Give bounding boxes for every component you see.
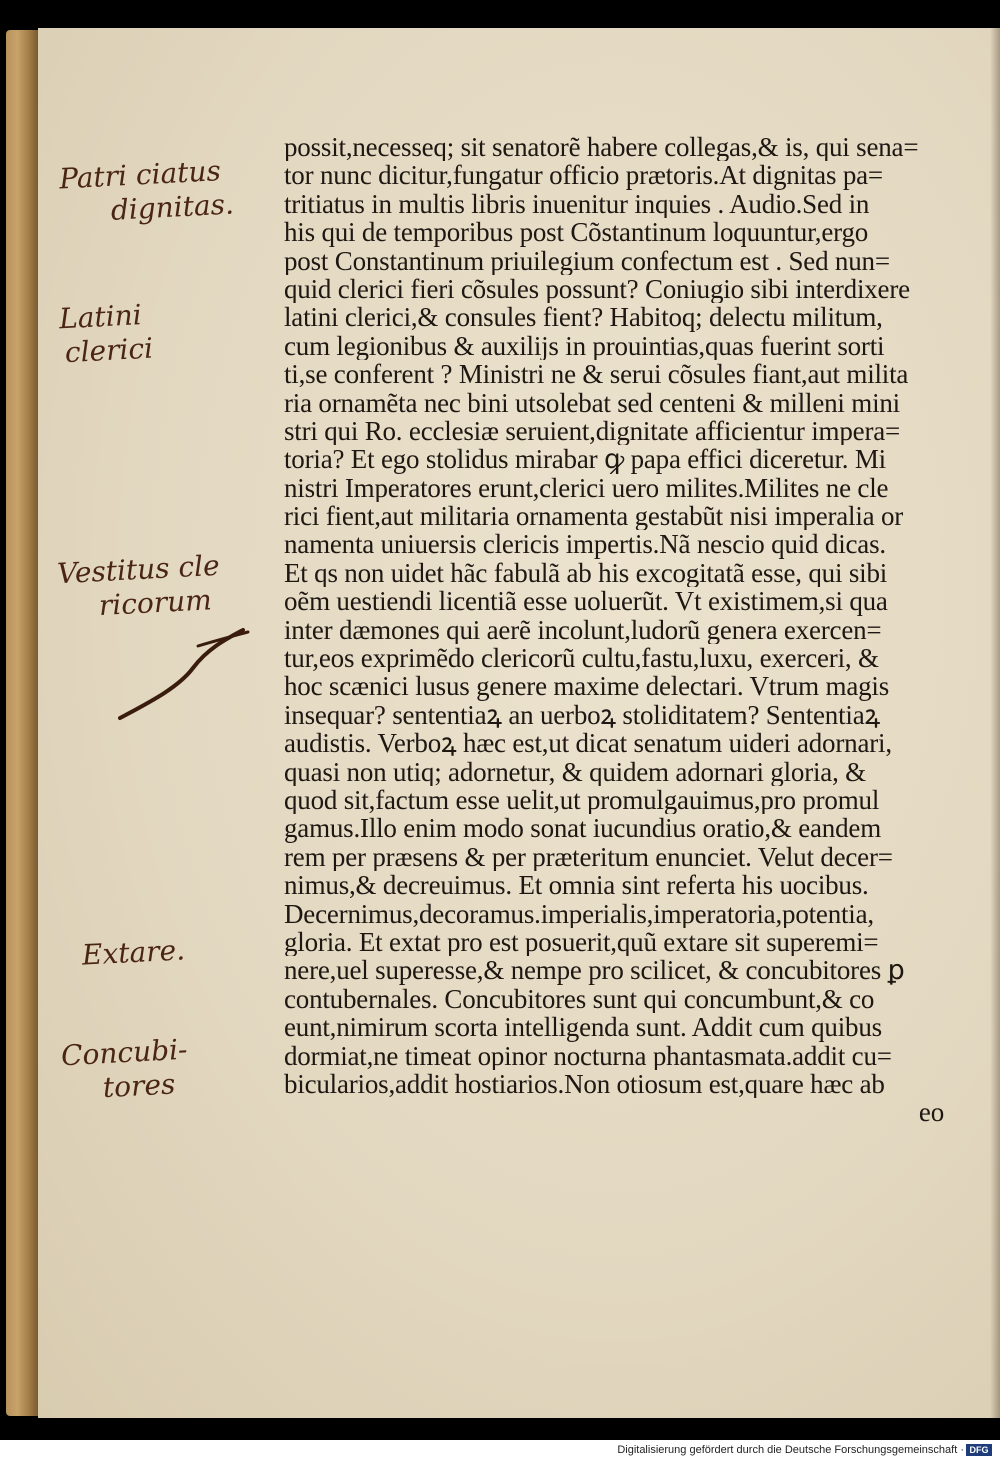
footer-bar [0,1440,1000,1461]
marginal-note-line: Vestitus cle [56,548,221,591]
text-line: quasi non utiq; adornetur, & quidem adornari gloria, & [284,757,866,786]
text-line: quid clerici fieri cõsules possunt? Coniugio sibi interdixere [284,274,910,304]
text-line: audistis. Verboꝝ hæc est,ut dicat senatum uideri adornari, [284,729,892,758]
main-text-block [284,133,954,1127]
text-line: hoc scænici lusus genere maxime delectari. Vtrum magis [284,672,890,701]
text-line: stri qui Ro. ecclesiæ seruient,dignitate afficientur impera= [284,416,901,446]
marginal-note-1 [58,154,234,231]
marginal-note-line: Patri ciatus [58,154,222,196]
text-line: rici fient,aut militaria ornamenta gestabũt nisi imperalia or [284,502,904,531]
text-line: oẽm uestiendi licentiã esse uoluerũt. Vt existimem,si qua [284,587,888,616]
marginal-note-2 [58,298,154,371]
text-line: eo [918,1098,944,1127]
book-gutter [6,30,38,1416]
text-line: ti,se conferent ? Ministri ne & serui cõsules fiant,aut milita [284,360,909,389]
marginal-note-line: clerici [64,331,154,370]
marginal-note-line: dignitas. [110,187,235,227]
text-line: tritiatus in multis libris inuenitur inquies . Audio.Sed in [284,189,870,219]
text-line: post Constantinum priuilegium confectum est . Sed nun= [284,246,890,275]
text-line: nimus,& decreuimus. Et omnia sint referta his uocibus. [284,871,869,900]
text-line: contubernales. Concubitores sunt qui concumbunt,& co [284,984,875,1014]
text-line: tur,eos exprimẽdo clericorũ cultu,fastu,luxu, exerceri, & [284,644,879,673]
text-line: gamus.Illo enim modo sonat iucundius oratio,& eandem [284,814,881,843]
marginal-note-line: Concubi- [60,1032,189,1073]
text-line: cum legionibus & auxilijs in prouintias,quas fuerint sorti [284,331,885,361]
text-line: nere,uel superesse,& nempe pro scilicet, & concubitores ꝑ [284,956,905,985]
marginal-note-line: Latini [58,298,143,336]
text-line: namenta uniuersis clericis impertis.Nã nescio quid dicas. [284,530,886,559]
footer-credit: Digitalisierung gefördert durch die Deutsche Forschungsgemeinschaft · [617,1444,964,1456]
marginal-flourish [108,618,258,728]
text-line: bicularios,addit hostiarios.Non otiosum est,quare hæc ab [284,1069,885,1099]
text-line: ria ornamẽta nec bini utsolebat sed centeni & milleni mini [284,388,900,417]
text-line: quod sit,factum esse uelit,ut promulgauimus,pro promul [284,785,880,815]
page-edge-shadow [990,28,1000,1418]
text-line: dormiat,ne timeat opinor nocturna phantasmata.addit cu= [284,1041,892,1070]
text-line: toria? Et ego stolidus mirabar ꝙ papa effici diceretur. Mi [284,445,886,474]
text-line: his qui de temporibus post Cõstantinum loquuntur,ergo [284,218,869,247]
marginal-note-4 [81,933,186,972]
text-line: inter dæmones qui aerẽ incolunt,ludorũ genera exercen= [284,615,882,645]
text-line: tor nunc dicitur,fungatur officio prætoris.At dignitas pa= [284,161,883,190]
book-page [38,28,1000,1418]
text-line: possit,necesseq; sit senatorẽ habere collegas,& is, qui sena= [284,133,919,162]
marginal-note-line: Extare. [81,933,186,972]
text-line: gloria. Et extat pro est posuerit,quũ extare sit superemi= [284,927,879,957]
text-line: latini clerici,& consules fient? Habitoq; delectu militum, [284,303,883,332]
marginal-note-3 [56,549,222,625]
text-line: Decernimus,decoramus.imperialis,imperatoria,potentia, [284,899,874,928]
marginal-note-line: ricorum [98,583,213,623]
text-line: nistri Imperatores erunt,clerici uero milites.Milites ne cle [284,473,889,503]
marginal-note-5 [60,1033,190,1108]
dfg-logo: DFG [966,1444,992,1456]
text-line: insequar? sententiaꝝ an uerboꝝ stoliditatem? Sententiaꝝ [284,700,880,730]
marginal-note-line: tores [102,1067,177,1105]
text-line: Et qs non uidet hãc fabulã ab his excogitatã esse, qui sibi [284,558,888,588]
text-line: rem per præsens & per præteritum enunciet. Velut decer= [284,842,893,872]
text-line: eunt,nimirum scorta intelligenda sunt. Addit cum quibus [284,1013,882,1042]
